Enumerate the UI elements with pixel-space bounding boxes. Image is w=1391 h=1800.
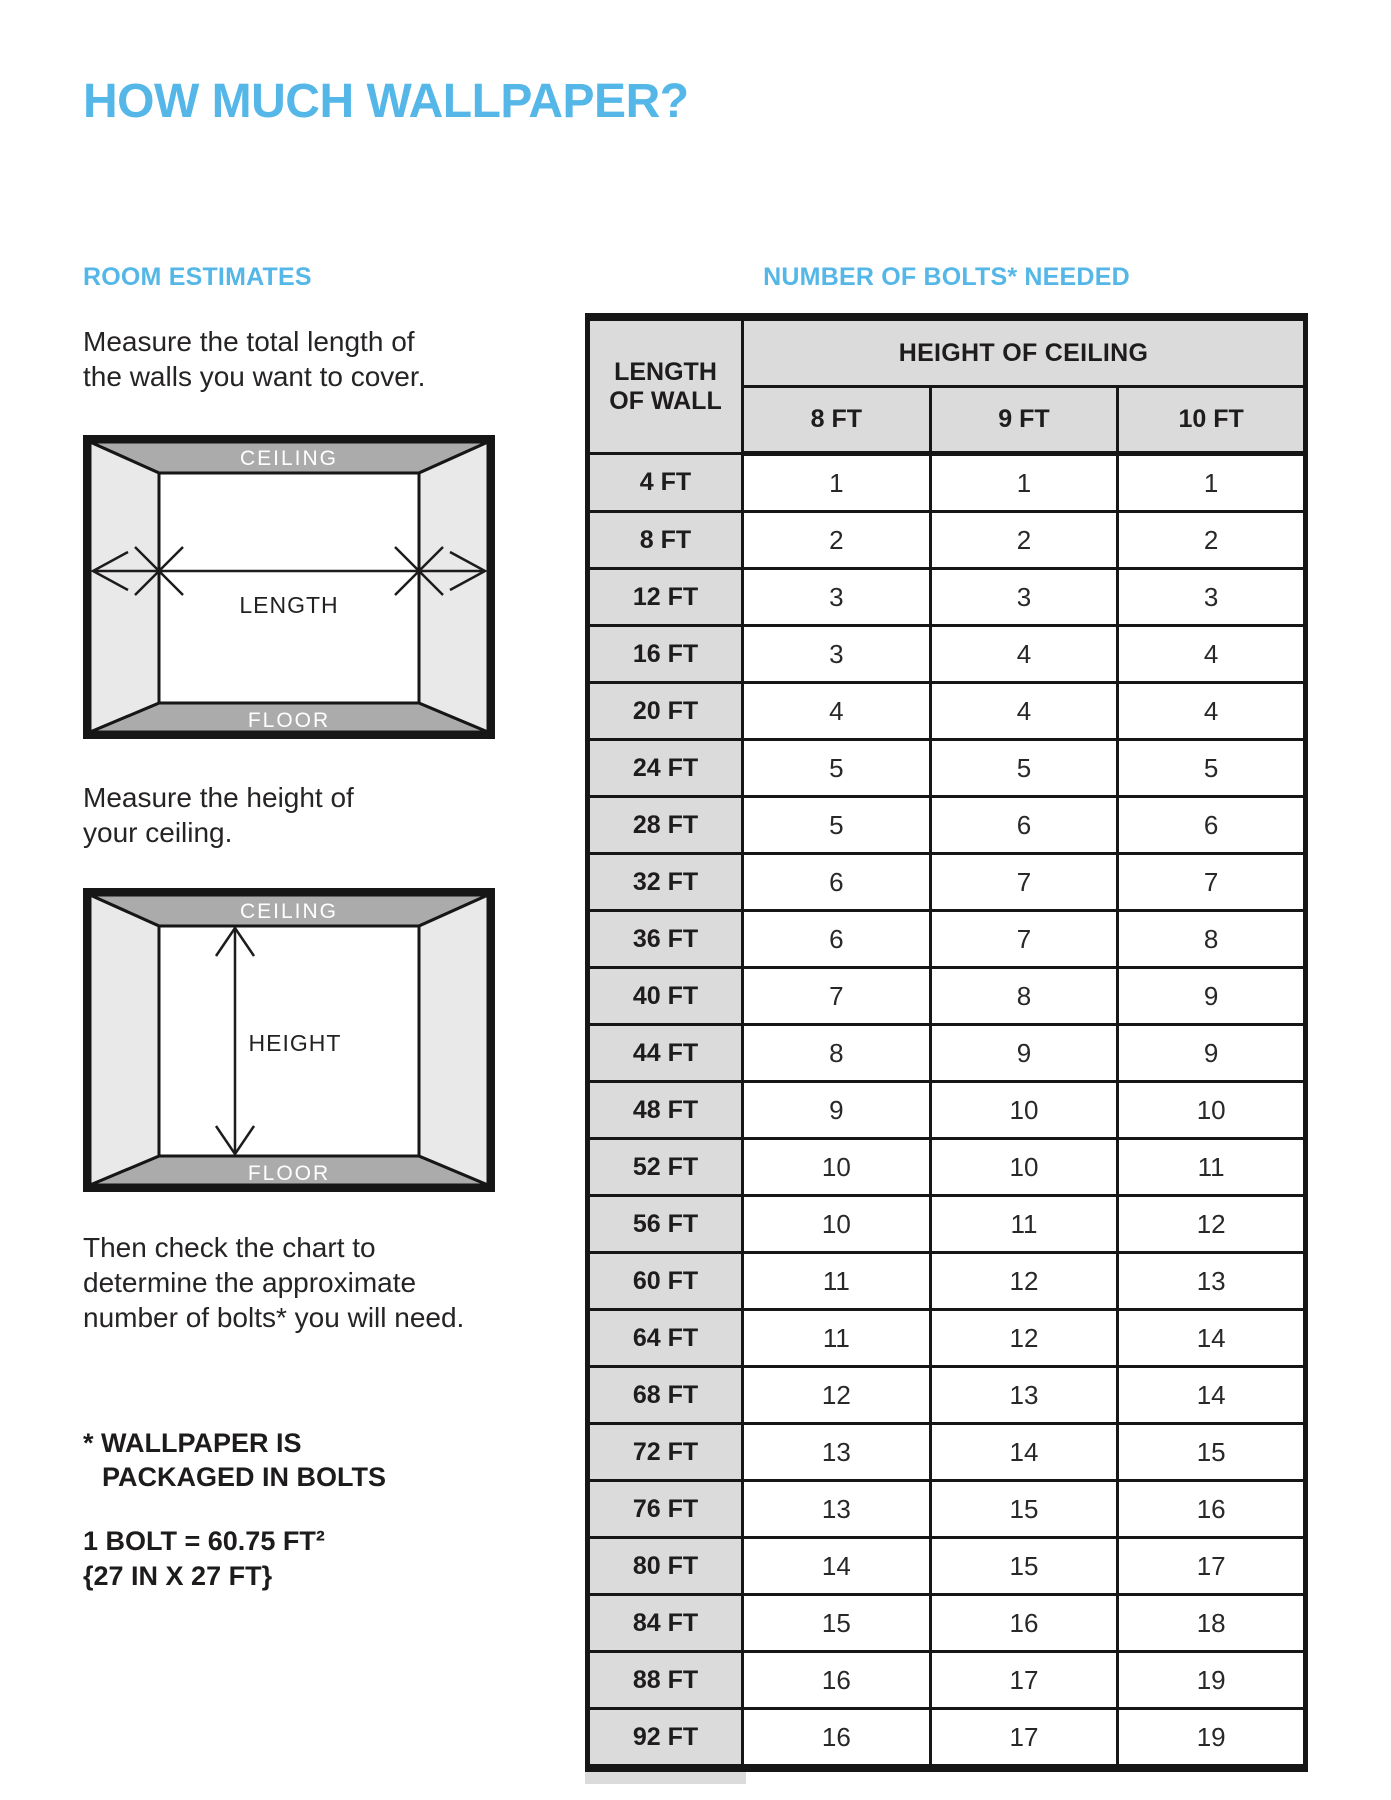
wall-length-cell: 32 FT	[588, 854, 743, 911]
bolt-count-cell: 3	[743, 626, 931, 683]
bolt-count-cell: 2	[743, 512, 931, 569]
bolt-count-cell: 10	[930, 1139, 1118, 1196]
bolts-table	[585, 313, 1308, 1784]
bolt-count-cell: 12	[930, 1310, 1118, 1367]
bolts-table-heading: NUMBER OF BOLTS* NEEDED	[763, 263, 1130, 291]
left-wall-surface	[90, 895, 159, 1185]
table-row	[588, 968, 1306, 1025]
wall-length-cell: 8 FT	[588, 512, 743, 569]
table-row	[588, 1082, 1306, 1139]
step1-line2: the walls you want to cover.	[83, 361, 426, 392]
asterisk: *	[83, 1428, 94, 1458]
bolt-equation	[83, 1524, 325, 1594]
wall-length-cell: 76 FT	[588, 1481, 743, 1538]
table-row	[588, 626, 1306, 683]
footnote-line1	[83, 1426, 386, 1460]
bolt-count-cell: 15	[930, 1481, 1118, 1538]
bolt-count-cell: 8	[930, 968, 1118, 1025]
bolt-count-cell: 12	[1118, 1196, 1306, 1253]
bolt-count-cell: 11	[743, 1253, 931, 1310]
bolt-count-cell: 14	[743, 1538, 931, 1595]
bolt-count-cell: 9	[743, 1082, 931, 1139]
table-row	[588, 1310, 1306, 1367]
step3-line3: number of bolts* you will need.	[83, 1302, 465, 1333]
bolt-count-cell: 19	[1118, 1709, 1306, 1769]
bolt-count-cell: 13	[743, 1481, 931, 1538]
bolt-count-cell: 1	[930, 454, 1118, 512]
bolt-count-cell: 1	[1118, 454, 1306, 512]
bolt-count-cell: 5	[930, 740, 1118, 797]
ceiling-label: CEILING	[239, 900, 339, 923]
length-of-wall-line2: OF WALL	[609, 386, 722, 415]
table-row	[588, 1538, 1306, 1595]
wall-length-cell: 60 FT	[588, 1253, 743, 1310]
wall-length-cell: 56 FT	[588, 1196, 743, 1253]
bolt-count-cell: 14	[1118, 1367, 1306, 1424]
wall-length-cell: 44 FT	[588, 1025, 743, 1082]
bolt-count-cell: 10	[743, 1196, 931, 1253]
length-of-wall-header	[588, 317, 743, 454]
table-row	[588, 854, 1306, 911]
table-row	[588, 1139, 1306, 1196]
table-row	[588, 1424, 1306, 1481]
bolt-count-cell: 8	[1118, 911, 1306, 968]
bolt-count-cell: 13	[1118, 1253, 1306, 1310]
step2-line2: your ceiling.	[83, 817, 233, 848]
footnote-line2: PACKAGED IN BOLTS	[102, 1462, 387, 1492]
wall-length-cell: 64 FT	[588, 1310, 743, 1367]
step2-instructions	[83, 780, 354, 850]
table-row	[588, 911, 1306, 968]
table-row	[588, 1367, 1306, 1424]
bolt-count-cell: 16	[930, 1595, 1118, 1652]
bolt-count-cell: 5	[743, 740, 931, 797]
wall-length-cell: 52 FT	[588, 1139, 743, 1196]
wall-length-cell: 36 FT	[588, 911, 743, 968]
bolt-count-cell: 6	[930, 797, 1118, 854]
bolt-count-cell: 16	[743, 1709, 931, 1769]
bolt-count-cell: 14	[1118, 1310, 1306, 1367]
bolt-count-cell: 3	[930, 569, 1118, 626]
table-row	[588, 797, 1306, 854]
bolt-count-cell: 18	[1118, 1595, 1306, 1652]
page-title: HOW MUCH WALLPAPER?	[83, 75, 689, 128]
bolt-count-cell: 6	[1118, 797, 1306, 854]
bolt-count-cell: 2	[930, 512, 1118, 569]
bolt-count-cell: 9	[1118, 968, 1306, 1025]
table-row	[588, 1652, 1306, 1709]
wall-length-cell: 12 FT	[588, 569, 743, 626]
bolt-equation-line1: 1 BOLT = 60.75 FT²	[83, 1526, 325, 1556]
bolt-count-cell: 3	[1118, 569, 1306, 626]
bolt-count-cell: 3	[743, 569, 931, 626]
bolt-count-cell: 13	[743, 1424, 931, 1481]
wall-length-cell: 16 FT	[588, 626, 743, 683]
table-row	[588, 569, 1306, 626]
bolt-count-cell: 13	[930, 1367, 1118, 1424]
ceiling-label: CEILING	[239, 447, 339, 470]
table-row	[588, 1481, 1306, 1538]
bolt-count-cell: 4	[1118, 626, 1306, 683]
wall-length-cell: 20 FT	[588, 683, 743, 740]
table-row	[588, 454, 1306, 512]
bolt-count-cell: 19	[1118, 1652, 1306, 1709]
bolt-count-cell: 1	[743, 454, 931, 512]
column-header-9ft: 9 FT	[930, 387, 1118, 454]
bolt-count-cell: 5	[743, 797, 931, 854]
step3-line1: Then check the chart to	[83, 1232, 376, 1263]
bolt-count-cell: 5	[1118, 740, 1306, 797]
wall-length-cell: 40 FT	[588, 968, 743, 1025]
bolt-count-cell: 4	[930, 683, 1118, 740]
bolt-count-cell: 17	[930, 1652, 1118, 1709]
bolt-count-cell: 7	[930, 911, 1118, 968]
bolt-count-cell: 7	[743, 968, 931, 1025]
bolt-count-cell: 4	[1118, 683, 1306, 740]
wall-length-cell: 80 FT	[588, 1538, 743, 1595]
room-estimates-heading: ROOM ESTIMATES	[83, 263, 312, 291]
wall-length-cell: 68 FT	[588, 1367, 743, 1424]
bolts-footnote	[83, 1426, 386, 1494]
group-header-row	[588, 317, 1306, 387]
table-row	[588, 1025, 1306, 1082]
wall-length-cell: 48 FT	[588, 1082, 743, 1139]
back-wall-surface	[159, 473, 419, 703]
right-wall-surface	[419, 895, 488, 1185]
footnote-line1-text: WALLPAPER IS	[101, 1428, 302, 1458]
bolts-table-grid	[585, 313, 1308, 1772]
bolt-count-cell: 6	[743, 911, 931, 968]
step1-instructions	[83, 324, 425, 394]
height-label: HEIGHT	[248, 1030, 342, 1056]
bolt-count-cell: 15	[930, 1538, 1118, 1595]
table-row	[588, 1709, 1306, 1769]
bolt-count-cell: 15	[1118, 1424, 1306, 1481]
bolt-count-cell: 17	[930, 1709, 1118, 1769]
bolt-count-cell: 6	[743, 854, 931, 911]
bolt-count-cell: 11	[1118, 1139, 1306, 1196]
bolt-count-cell: 11	[930, 1196, 1118, 1253]
wall-length-cell: 84 FT	[588, 1595, 743, 1652]
table-row	[588, 1196, 1306, 1253]
floor-label: FLOOR	[247, 709, 331, 732]
bolt-count-cell: 8	[743, 1025, 931, 1082]
table-row	[588, 1253, 1306, 1310]
wall-length-cell: 72 FT	[588, 1424, 743, 1481]
bolt-count-cell: 2	[1118, 512, 1306, 569]
column-header-8ft: 8 FT	[743, 387, 931, 454]
bolt-count-cell: 12	[930, 1253, 1118, 1310]
height-of-ceiling-header: HEIGHT OF CEILING	[743, 317, 1306, 387]
bolt-count-cell: 12	[743, 1367, 931, 1424]
wall-length-cell: 28 FT	[588, 797, 743, 854]
bolt-count-cell: 4	[930, 626, 1118, 683]
bolt-count-cell: 11	[743, 1310, 931, 1367]
step1-line1: Measure the total length of	[83, 326, 415, 357]
length-of-wall-line1: LENGTH	[614, 357, 717, 386]
wall-length-cell: 4 FT	[588, 454, 743, 512]
bolt-count-cell: 10	[743, 1139, 931, 1196]
bolt-count-cell: 7	[1118, 854, 1306, 911]
table-row	[588, 512, 1306, 569]
table-tail-strip	[585, 1772, 746, 1784]
bolt-count-cell: 10	[1118, 1082, 1306, 1139]
table-row	[588, 683, 1306, 740]
wall-length-cell: 88 FT	[588, 1652, 743, 1709]
ceiling-height-diagram	[83, 888, 495, 1192]
step3-instructions	[83, 1230, 464, 1335]
wall-length-cell: 92 FT	[588, 1709, 743, 1769]
bolt-count-cell: 10	[930, 1082, 1118, 1139]
bolt-count-cell: 17	[1118, 1538, 1306, 1595]
column-header-10ft: 10 FT	[1118, 387, 1306, 454]
bolt-count-cell: 4	[743, 683, 931, 740]
floor-label: FLOOR	[247, 1162, 331, 1185]
table-row	[588, 740, 1306, 797]
bolt-count-cell: 15	[743, 1595, 931, 1652]
bolt-count-cell: 14	[930, 1424, 1118, 1481]
bolt-equation-line2: {27 IN X 27 FT}	[83, 1561, 273, 1591]
bolt-count-cell: 7	[930, 854, 1118, 911]
length-label: LENGTH	[239, 592, 339, 618]
table-row	[588, 1595, 1306, 1652]
step3-line2: determine the approximate	[83, 1267, 417, 1298]
bolt-count-cell: 16	[1118, 1481, 1306, 1538]
room-length-diagram	[83, 435, 495, 739]
bolt-count-cell: 9	[1118, 1025, 1306, 1082]
table-body	[588, 454, 1306, 1769]
bolt-count-cell: 9	[930, 1025, 1118, 1082]
step2-line1: Measure the height of	[83, 782, 354, 813]
wall-length-cell: 24 FT	[588, 740, 743, 797]
bolt-count-cell: 16	[743, 1652, 931, 1709]
